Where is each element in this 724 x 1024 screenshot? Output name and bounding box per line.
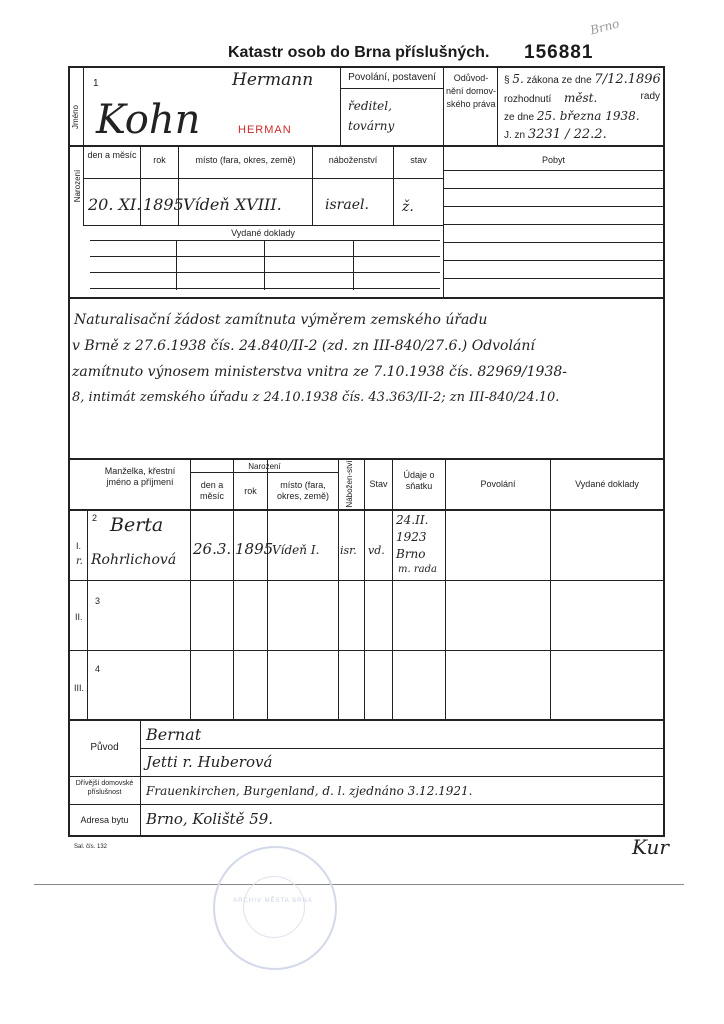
surname: Kohn: [96, 97, 201, 143]
note-line-4: 8, intimát zemského úřadu z 24.10.1938 čís. 43.363/II-2; zn III-840/24.10.: [72, 390, 560, 405]
pobyt-label: Pobyt: [541, 155, 565, 165]
wife-misto-header: místo (fara, okres, země): [276, 480, 329, 501]
document-title: Katastr osob do Brna příslušných.: [228, 44, 490, 61]
wife-1-maiden-prefix: r.: [76, 556, 83, 567]
note-line-1: Naturalisační žádost zamítnuta výměrem zemského úřadu: [74, 312, 488, 328]
wife-povolani-header: Povolání: [480, 479, 516, 489]
wife-1-udaje-year: 1923: [396, 530, 427, 544]
rozhodnuti-label: rozhodnutí: [504, 94, 552, 105]
povolani-value: ředitel, továrny: [348, 99, 395, 133]
jzn-label: J. zn: [504, 130, 526, 141]
puvod-label: Původ: [90, 742, 119, 753]
corner-note: Brno: [588, 16, 621, 38]
wife-row-1-roman: I.: [76, 541, 82, 551]
jzn-value: 3231 / 22.2.: [527, 127, 607, 142]
wife-1-udaje-date: 24.II.: [396, 513, 429, 527]
birth-nabozenstvi-label: náboženství: [328, 155, 378, 165]
wife-1-rok: 1895: [235, 540, 274, 558]
wife-1-udaje-place: Brno: [396, 547, 426, 561]
wife-name-header: Manželka, křestní jméno a příjmení: [104, 466, 176, 487]
wife-1-misto: Vídeň I.: [272, 543, 320, 557]
wife-row-2-num: 3: [95, 596, 101, 606]
archive-stamp-text: ARCHIV MĚSTA BRNA: [233, 898, 313, 904]
jzn-line: [504, 127, 607, 142]
birth-den-label: den a měsíc: [87, 150, 137, 160]
wife-row-3-num: 4: [95, 664, 101, 674]
adresa-value: Brno, Koliště 59.: [146, 810, 274, 828]
row-number: 1: [93, 78, 99, 89]
record-number: 156881: [524, 42, 594, 63]
wife-1-den: 26.3.: [193, 540, 232, 558]
birth-stav-label: stav: [410, 155, 427, 165]
wife-1-stav: vd.: [368, 544, 385, 557]
birth-rok-label: rok: [153, 155, 166, 165]
wife-1-maiden: Rohrlichová: [91, 552, 177, 568]
wife-udaje-header: Údaje o sňatku: [403, 470, 435, 491]
form-number: Sal. čís. 132: [74, 844, 108, 850]
law-number: 5.: [512, 72, 524, 86]
birth-den-value: 20. XI.: [88, 195, 142, 214]
birth-nabozenstvi-value: israel.: [325, 197, 369, 213]
wife-den-header: den a měsíc: [199, 480, 224, 501]
drivejsi-value: Frauenkirchen, Burgenland, d. l. zjednáno 3.12.1921.: [146, 784, 473, 798]
wife-1-nabozenstvi: isr.: [340, 544, 357, 557]
puvod-father: Bernat: [146, 725, 202, 744]
birth-rok-value: 1895: [143, 195, 184, 214]
vydane-doklady-label: Vydané doklady: [231, 228, 295, 238]
law-line: [504, 72, 661, 87]
povolani-label: Povolání, postavení: [348, 72, 436, 83]
oduvodneni-label: Odůvod-nění domov-ského práva: [445, 73, 497, 109]
wife-1-name: Berta: [110, 514, 164, 536]
birth-misto-value: Vídeň XVIII.: [183, 195, 282, 214]
rady-label: rady: [640, 91, 660, 102]
signature: Kur: [632, 835, 669, 859]
wife-stav-header: Stav: [369, 479, 388, 489]
wife-row-1-num: 2: [92, 513, 98, 523]
wife-row-3-roman: III.: [74, 683, 85, 693]
note-line-3: zamítnuto výnosem ministerstva vnitra ze 7.10.1938 čís. 82969/1938-: [72, 364, 567, 380]
first-name: Hermann: [232, 70, 314, 90]
wife-1-udaje-office: m. rada: [398, 564, 437, 575]
drivejsi-label: Dřívější domovské příslušnost: [75, 780, 134, 796]
ze-dne-label: ze dne: [504, 112, 535, 123]
wife-doklady-header: Vydané doklady: [575, 479, 639, 489]
jmeno-label: Jméno: [71, 105, 80, 130]
adresa-label: Adresa bytu: [80, 815, 129, 825]
rozhodnuti-line: [504, 91, 660, 105]
wife-row-2-roman: II.: [75, 612, 83, 622]
wife-rok-header: rok: [244, 486, 257, 496]
law-paragraph-sign: §: [504, 75, 510, 86]
ze-dne-line: [504, 109, 640, 123]
ze-dne-value: 25. března 1938.: [536, 109, 640, 123]
note-line-2: v Brně z 27.6.1938 čís. 24.840/II-2 (zd. zn III-840/27.6.) Odvolání: [72, 338, 535, 354]
narozeni-side-label: Narození: [73, 169, 82, 203]
birth-misto-label: místo (fara, okres, země): [195, 155, 296, 165]
law-date: 7/12.1896: [594, 72, 661, 87]
rozhodnuti-value: měst.: [564, 91, 598, 105]
wife-narozeni-header: Narození: [248, 462, 281, 471]
archive-stamp-inner: [243, 876, 305, 938]
birth-stav-value: ž.: [402, 199, 414, 215]
name-print: HERMAN: [238, 124, 292, 136]
wife-nabozenstvi-header: Nábožen-ství: [345, 460, 354, 508]
puvod-mother: Jetti r. Huberová: [146, 753, 273, 771]
law-text: zákona ze dne: [526, 75, 592, 86]
